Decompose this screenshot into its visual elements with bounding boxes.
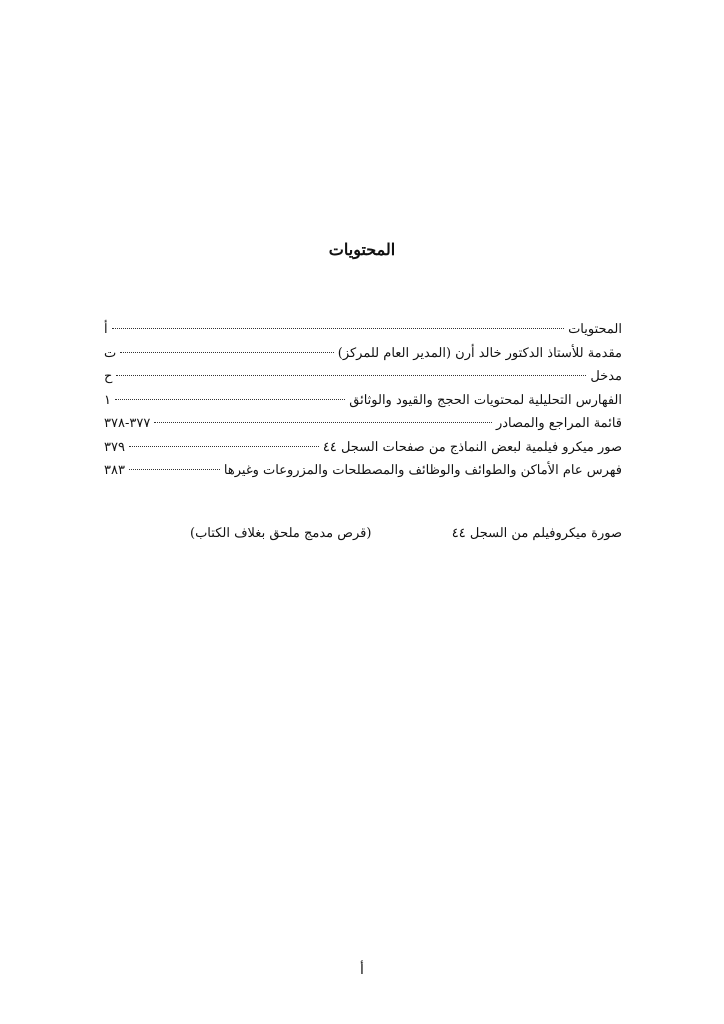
toc-row bbox=[104, 389, 622, 413]
toc-entry-page: ٣٧٧-٣٧٨ bbox=[104, 416, 151, 431]
toc-leader-dots bbox=[129, 469, 220, 470]
toc-entry-page: ٣٧٩ bbox=[104, 439, 125, 455]
toc-entry-title: المحتويات bbox=[568, 322, 622, 337]
toc-leader-dots bbox=[112, 328, 564, 329]
toc-entry-page: ١ bbox=[104, 392, 111, 408]
toc-entry-page: ٣٨٣ bbox=[104, 463, 125, 478]
toc-leader-dots bbox=[154, 422, 492, 423]
toc-entry-page: ت bbox=[104, 345, 117, 361]
toc-entry-page: ح bbox=[104, 369, 113, 384]
cd-note: (قرص مدمج ملحق بغلاف الكتاب) bbox=[190, 526, 372, 541]
page-number: أ bbox=[360, 962, 364, 978]
toc-leader-dots bbox=[129, 446, 319, 447]
toc-entry-title: فهرس عام الأماكن والطوائف والوظائف والمصطلحات والمزروعات وغيرها bbox=[223, 463, 622, 478]
toc-entry-title: الفهارس التحليلية لمحتويات الحجج والقيود والوثائق bbox=[349, 392, 622, 408]
supplement-notes bbox=[190, 526, 622, 541]
toc-entry-page: أ bbox=[104, 322, 108, 337]
toc-entry-title: قائمة المراجع والمصادر bbox=[495, 416, 622, 431]
toc-leader-dots bbox=[120, 352, 334, 353]
toc-row bbox=[104, 459, 622, 483]
toc-entry-title: صور ميكرو فيلمية لبعض النماذج من صفحات السجل ٤٤ bbox=[322, 439, 622, 455]
table-of-contents bbox=[104, 318, 622, 483]
toc-leader-dots bbox=[116, 375, 586, 376]
toc-entry-title: مدخل bbox=[590, 369, 622, 384]
toc-row bbox=[104, 436, 622, 460]
toc-row bbox=[104, 412, 622, 436]
microfilm-note: صورة ميكروفيلم من السجل ٤٤ bbox=[451, 526, 622, 541]
page-title: المحتويات bbox=[328, 240, 396, 259]
toc-leader-dots bbox=[115, 399, 345, 400]
toc-row bbox=[104, 365, 622, 389]
toc-row bbox=[104, 318, 622, 342]
toc-row bbox=[104, 342, 622, 366]
toc-entry-title: مقدمة للأستاذ الدكتور خالد أرن (المدير العام للمركز) bbox=[337, 345, 622, 361]
